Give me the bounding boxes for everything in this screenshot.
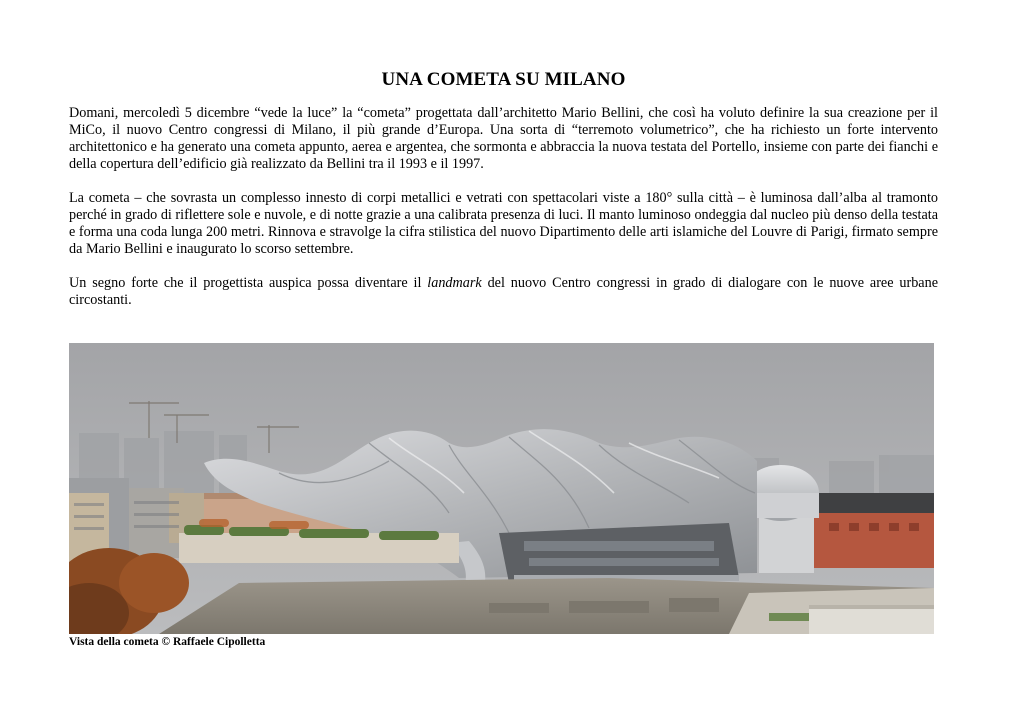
building-photo xyxy=(69,343,934,634)
building-photo-illustration xyxy=(69,343,934,634)
paragraph-3-emphasis: landmark xyxy=(427,275,482,291)
paragraph-3-before: Un segno forte che il progettista auspica possa diventare il xyxy=(69,275,428,291)
document-title: UNA COMETA SU MILANO xyxy=(381,69,626,90)
paragraph-1: Domani, mercoledì 5 dicembre “vede la luce” la “cometa” progettata dall’architetto Mario Bellini, che così ha voluto definire la sua creazione per il MiCo, il nuovo Centro congressi di Milano, il più grande d’Europa. Una sorta di “terremoto volumetrico”, che ha richiesto un forte intervento architettonico e ha generato una cometa appunto, aerea e argentea, che sormonta e abbraccia la nuova testata del Portello, insieme con parte dei fianchi e della copertura dell’edificio già realizzato da Bellini tra il 1993 e il 1997. xyxy=(69,105,938,172)
document-body xyxy=(69,68,938,326)
paragraph-3-after: del nuovo Centro congressi in grado di dialogare con le nuove aree urbane circostanti. xyxy=(69,275,938,308)
photo-caption: Vista della cometa © Raffaele Cipolletta xyxy=(69,636,266,648)
paragraph-2: La cometa – che sovrasta un complesso innesto di corpi metallici e vetrati con spettacolari viste a 180° sulla città – è luminosa dall’alba al tramonto perché in grado di riflettere sole e nuvole, e di notte grazie a una calibrata presenza di luci. Il manto luminoso ondeggia dal nucleo più denso della testata e forma una coda lunga 200 metri. Rinnova e stravolge la cifra stilistica del nuovo Dipartimento delle arti islamiche del Louvre di Parigi, firmato sempre da Mario Bellini e inaugurato lo scorso settembre. xyxy=(69,190,938,257)
paragraph-3 xyxy=(69,275,938,309)
